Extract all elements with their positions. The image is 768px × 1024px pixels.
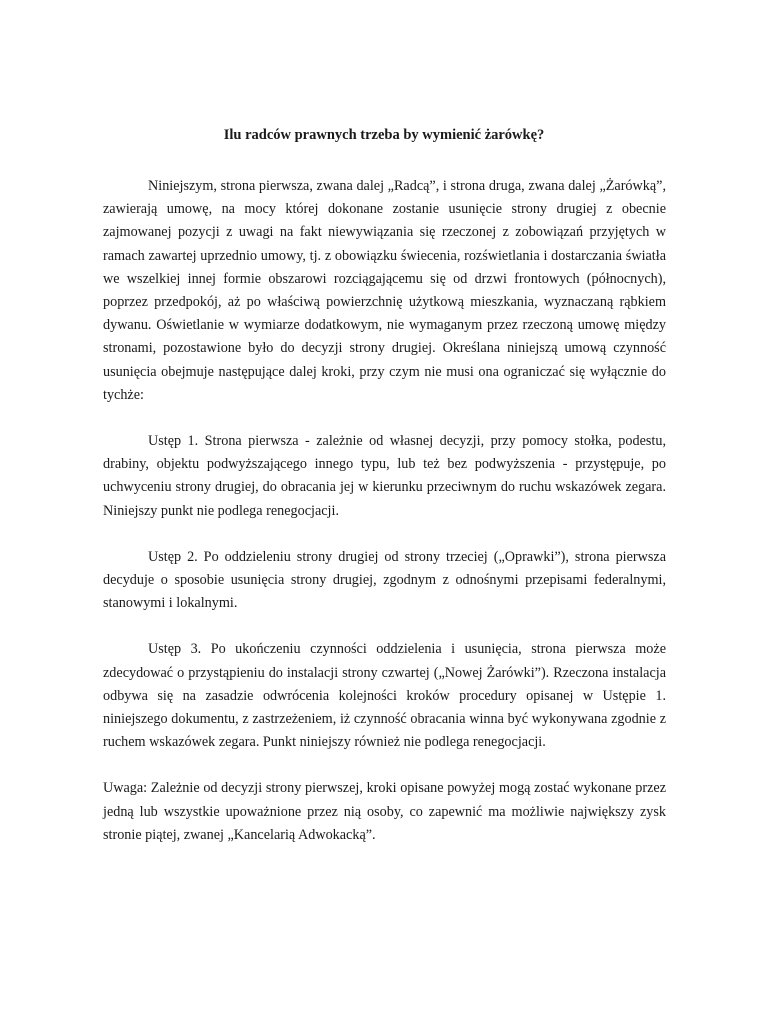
paragraph-note: Uwaga: Zależnie od decyzji strony pierwszej, kroki opisane powyżej mogą zostać wykonane przez jedną lub wszystkie upoważnione przez nią osoby, co zapewnić ma możliwie największy zysk stronie piątej, zwanej „Kancelarią Adwokacką”. xyxy=(103,780,666,843)
paragraph-section-1: Ustęp 1. Strona pierwsza - zależnie od własnej decyzji, przy pomocy stołka, podestu, drabiny, objektu podwyższającego innego typu, lub też bez podwyższenia - przystępuje, po uchwyceniu strony drugiej, do obracania jej w kierunku przeciwnym do ruchu wskazówek zegara. Niniejszy punkt nie podlega renegocjacji. xyxy=(103,433,666,519)
paragraph-section-2: Ustęp 2. Po oddzieleniu strony drugiej od strony trzeciej („Oprawki”), strona pierwsza decyduje o sposobie usunięcia strony drugiej, zgodnym z odnośnymi przepisami federalnymi, stanowymi i lokalnymi. xyxy=(103,548,666,612)
paragraph-introduction: Niniejszym, strona pierwsza, zwana dalej „Radcą”, i strona druga, zwana dalej „Żarówką”, zawierają umowę, na mocy której dokonane zostanie usunięcie strony drugiej z obecnie zajmowanej pozycji z uwagi na fakt niewywiązania się rzeczonej z zobowiązań przyjętych w ramach zawartej uprzednio umowy, tj. z obowiązku świecenia, rozświetlania i dostarczania światła we wszelkiej innej formie obszarowi rozciągającemu się od drzwi frontowych (północnych), poprzez przedpokój, aż po właściwą powierzchnię użytkową mieszkania, wyznaczaną rąbkiem dywanu. Oświetlanie w wymiarze dodatkowym, nie wymaganym przez rzeczoną umowę między stronami, pozostawione było do decyzji strony drugiej. Określana niniejszą umową czynność usunięcia obejmuje następujące dalej kroki, przy czym nie musi ona ograniczać się wyłącznie do tychże: xyxy=(103,178,666,403)
paragraph-section-3: Ustęp 3. Po ukończeniu czynności oddzielenia i usunięcia, strona pierwsza może zdecydować o przystąpieniu do instalacji strony czwartej („Nowej Żarówki”). Rzeczona instalacja odbywa się na zasadzie odwrócenia kolejności kroków procedury opisanej w Ustępie 1. niniejszego dokumentu, z zastrzeżeniem, iż czynność obracania winna być wykonywana zgodnie z ruchem wskazówek zegara. Punkt niniejszy również nie podlega renegocjacji. xyxy=(103,641,666,751)
document-body xyxy=(103,175,666,870)
document-title: Ilu radców prawnych trzeba by wymienić żarówkę? xyxy=(223,127,545,143)
